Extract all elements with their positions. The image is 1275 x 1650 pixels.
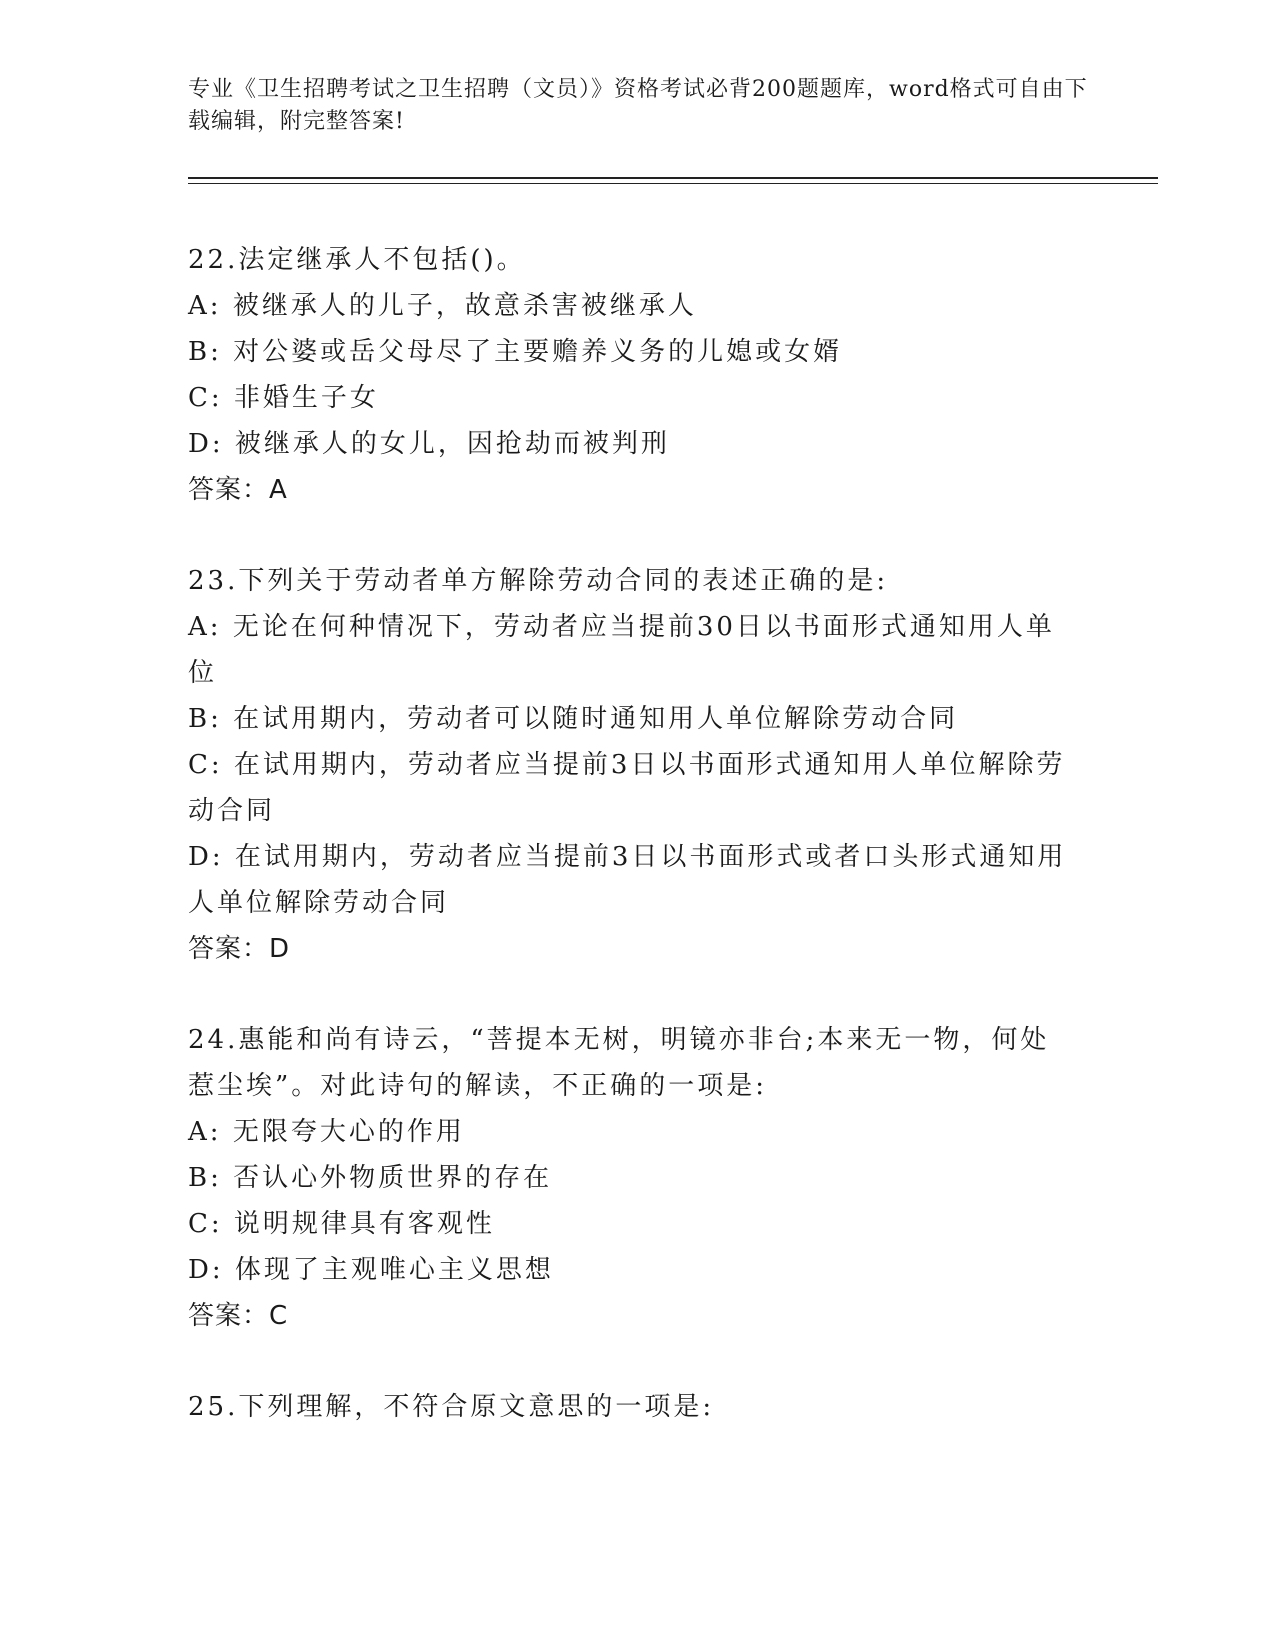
question-24: [188, 1017, 1078, 1339]
option-label: A:: [188, 291, 222, 321]
option-text: 非婚生子女: [233, 383, 379, 413]
question-stem-text: 下列理解，不符合原文意思的一项是:: [238, 1392, 715, 1422]
option-c: [188, 742, 1078, 834]
question-stem: [188, 558, 1078, 604]
option-text: 在试用期内，劳动者应当提前3日以书面形式或者口头形式通知用人单位解除劳动合同: [188, 842, 1067, 918]
answer-line: [188, 467, 1078, 513]
question-23: [188, 558, 1078, 972]
question-list: [188, 237, 1078, 1475]
option-label: C:: [188, 750, 223, 780]
question-25: [188, 1384, 1078, 1430]
option-text: 对公婆或岳父母尽了主要赡养义务的儿媳或女婿: [233, 337, 843, 367]
header-rule-thick: [188, 177, 1158, 179]
option-label: B:: [188, 337, 222, 367]
option-a: [188, 1109, 1078, 1155]
option-d: [188, 834, 1078, 926]
option-b: [188, 1155, 1078, 1201]
question-stem-text: 惠能和尚有诗云，“菩提本无树，明镜亦非台;本来无一物，何处惹尘埃”。对此诗句的解读，不正确的一项是:: [188, 1025, 1050, 1101]
option-label: C:: [188, 1209, 223, 1239]
header-rule-thin: [188, 183, 1158, 184]
question-number: 22.: [188, 245, 239, 275]
question-22: [188, 237, 1078, 513]
option-label: C:: [188, 383, 223, 413]
question-number: 24.: [188, 1025, 239, 1055]
answer-label: 答案：: [188, 1301, 270, 1331]
option-label: B:: [188, 1163, 222, 1193]
question-stem: [188, 237, 1078, 283]
question-stem-text: 下列关于劳动者单方解除劳动合同的表述正确的是:: [238, 566, 889, 596]
answer-value: D: [269, 934, 291, 964]
option-a: [188, 604, 1078, 696]
option-label: D:: [188, 429, 224, 459]
question-number: 23.: [188, 566, 239, 596]
option-text: 否认心外物质世界的存在: [233, 1163, 553, 1193]
question-stem: [188, 1384, 1078, 1430]
option-b: [188, 696, 1078, 742]
header-title: 专业《卫生招聘考试之卫生招聘（文员）》资格考试必背200题题库，word格式可自由下载编辑，附完整答案!: [188, 77, 1088, 134]
question-stem: [188, 1017, 1078, 1109]
option-label: D:: [188, 1255, 224, 1285]
option-label: D:: [188, 842, 224, 872]
option-text: 无限夸大心的作用: [232, 1117, 465, 1147]
option-a: [188, 283, 1078, 329]
option-label: A:: [188, 1117, 222, 1147]
option-label: A:: [188, 612, 222, 642]
option-c: [188, 375, 1078, 421]
answer-line: [188, 926, 1078, 972]
document-header: [188, 74, 1088, 138]
answer-line: [188, 1293, 1078, 1339]
question-stem-text: 法定继承人不包括()。: [238, 245, 526, 275]
option-d: [188, 421, 1078, 467]
question-number: 25.: [188, 1392, 239, 1422]
option-c: [188, 1201, 1078, 1247]
option-label: B:: [188, 704, 222, 734]
option-text: 体现了主观唯心主义思想: [234, 1255, 554, 1285]
option-text: 在试用期内，劳动者可以随时通知用人单位解除劳动合同: [233, 704, 959, 734]
answer-value: A: [269, 475, 288, 505]
option-text: 说明规律具有客观性: [233, 1209, 495, 1239]
option-b: [188, 329, 1078, 375]
option-text: 在试用期内，劳动者应当提前3日以书面形式通知用人单位解除劳动合同: [188, 750, 1066, 826]
answer-value: C: [269, 1301, 289, 1331]
option-text: 无论在何种情况下，劳动者应当提前30日以书面形式通知用人单位: [188, 612, 1055, 688]
option-text: 被继承人的儿子，故意杀害被继承人: [232, 291, 697, 321]
answer-label: 答案：: [188, 934, 270, 964]
option-d: [188, 1247, 1078, 1293]
answer-label: 答案：: [188, 475, 270, 505]
option-text: 被继承人的女儿，因抢劫而被判刑: [234, 429, 670, 459]
